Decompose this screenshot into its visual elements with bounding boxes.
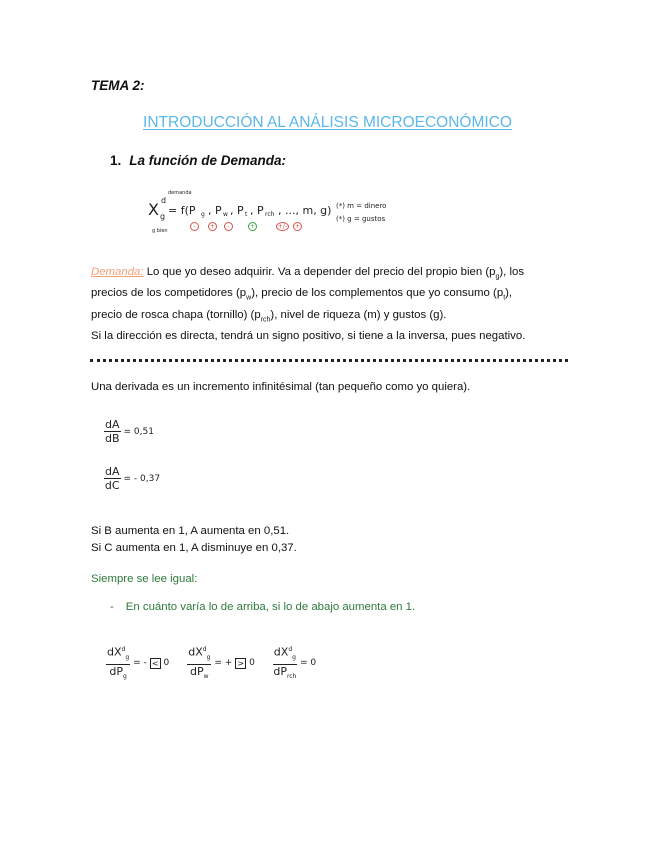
dotted-divider [90,359,568,362]
derivative-dA-dC [104,465,160,492]
fraction-numerator: dA [105,418,120,431]
fraction [273,643,297,683]
sign-g: + [294,223,301,230]
sub-t: t [503,294,506,302]
sub-w: w [246,294,252,302]
fraction-numerator: dA [105,465,120,478]
derivative-dA-dB [104,418,154,445]
fraction-denominator: $dP_{rch}$ [273,664,297,681]
formula-rest: , ..., m, g) [278,204,332,217]
sign-pg: - [190,222,199,231]
section-number: 1. [110,153,122,168]
formula-lhs-sup: d [161,196,167,205]
fraction [104,418,121,445]
formula-lhs-sub: g [160,212,166,221]
sub-rch: rch [260,315,271,323]
demanda-text-2a: precios de los competidores (p [91,287,247,300]
formula-rhs: = f(P [168,204,196,217]
boxed-comparator: > [237,658,245,668]
sign-pw: + [209,223,216,230]
demanda-line-2 [91,285,571,306]
demanda-text-2c: ), [505,287,513,300]
example-1: Si B aumenta en 1, A aumenta en 0,51. [91,525,290,537]
derivative-zero: 0 [163,658,170,669]
fraction [187,643,211,683]
formula-comma-pw: , P [208,204,222,217]
derivative-zero: 0 [249,658,255,669]
formula-annot-top: demanda [168,190,192,196]
topic-heading: TEMA 2: [91,78,145,93]
fraction-denominator: dB [104,432,120,445]
demanda-text-1a: Lo que yo deseo adquirir. Va a depender del precio del propio bien (p [143,266,496,278]
formula-lhs: X [148,200,159,219]
derivada-text: Una derivada es un incremento infinitésimal (tan pequeño como yo quiera). [91,381,471,393]
formula-comma-pt: , P [230,204,244,217]
formula-annot-bottom: g bien [152,228,168,234]
bullet-text: En cuánto varía lo de arriba, si lo de abajo aumenta en 1. [125,601,416,613]
siempre-text: Siempre se lee igual: [91,573,198,585]
demanda-paragraph [91,264,571,328]
sign-prch: + [249,223,256,230]
bullet-item [110,601,415,613]
example-2: Si C aumenta en 1, A disminuye en 0,37. [91,542,297,554]
demanda-text-1b: ), los [499,266,525,278]
bottom-derivative-prch [273,643,316,683]
formula-term-w: w [223,211,228,218]
page-title: INTRODUCCIÓN AL ANÁLISIS MICROECONÓMICO [143,114,512,131]
bullet-dash: - [110,601,114,613]
formula-term-rch: rch [265,211,275,218]
sub-g: g [495,273,500,281]
fraction-denominator: $dP_g$ [109,664,127,681]
bottom-derivative-pw [187,643,255,683]
section-heading [110,153,286,168]
formula-comma-prch: , P [250,204,264,217]
formula-term-g: g [201,211,205,218]
demanda-text-3a: precio de rosca chapa (tornillo) (p [91,308,261,321]
demanda-keyword: Demanda: [91,266,144,278]
derivative-value: = 0,51 [123,426,154,437]
derivative-value: = - 0,37 [123,473,161,484]
fraction [106,643,130,683]
fraction [104,465,121,492]
demand-formula [148,190,398,242]
fraction-denominator: dC [104,479,120,492]
demanda-text-2b: ), precio de los complementos que yo consumo (p [251,287,504,300]
derivative-sign: = - [133,658,147,669]
derivative-sign: = + [214,658,233,669]
section-label: La función de Demanda: [129,153,287,168]
demanda-line-3 [91,307,571,328]
bottom-derivative-pg [106,643,169,683]
boxed-comparator: < [151,658,159,668]
demanda-text-3b: ), nivel de riqueza (m) y gustos (g). [270,308,447,321]
formula-term-t: t [245,211,248,218]
derivative-value: = 0 [299,658,317,669]
formula-note-dinero: (*) m = dinero [336,202,387,210]
fraction-denominator: $dP_w$ [190,664,209,681]
direccion-text: Si la dirección es directa, tendrá un signo positivo, si tiene a la inversa, pues negativo. [91,330,526,342]
fraction-numerator: $dX^d_g$ [106,643,130,665]
formula-note-gustos: (*) g = gustos [336,215,386,223]
fraction-numerator: $dX^d_g$ [273,643,297,665]
bottom-derivatives [106,643,316,683]
demanda-line-1 [91,264,571,285]
fraction-numerator: $dX^d_g$ [187,643,211,665]
sign-m: +/- [277,223,288,230]
sign-pt: - [224,222,233,231]
